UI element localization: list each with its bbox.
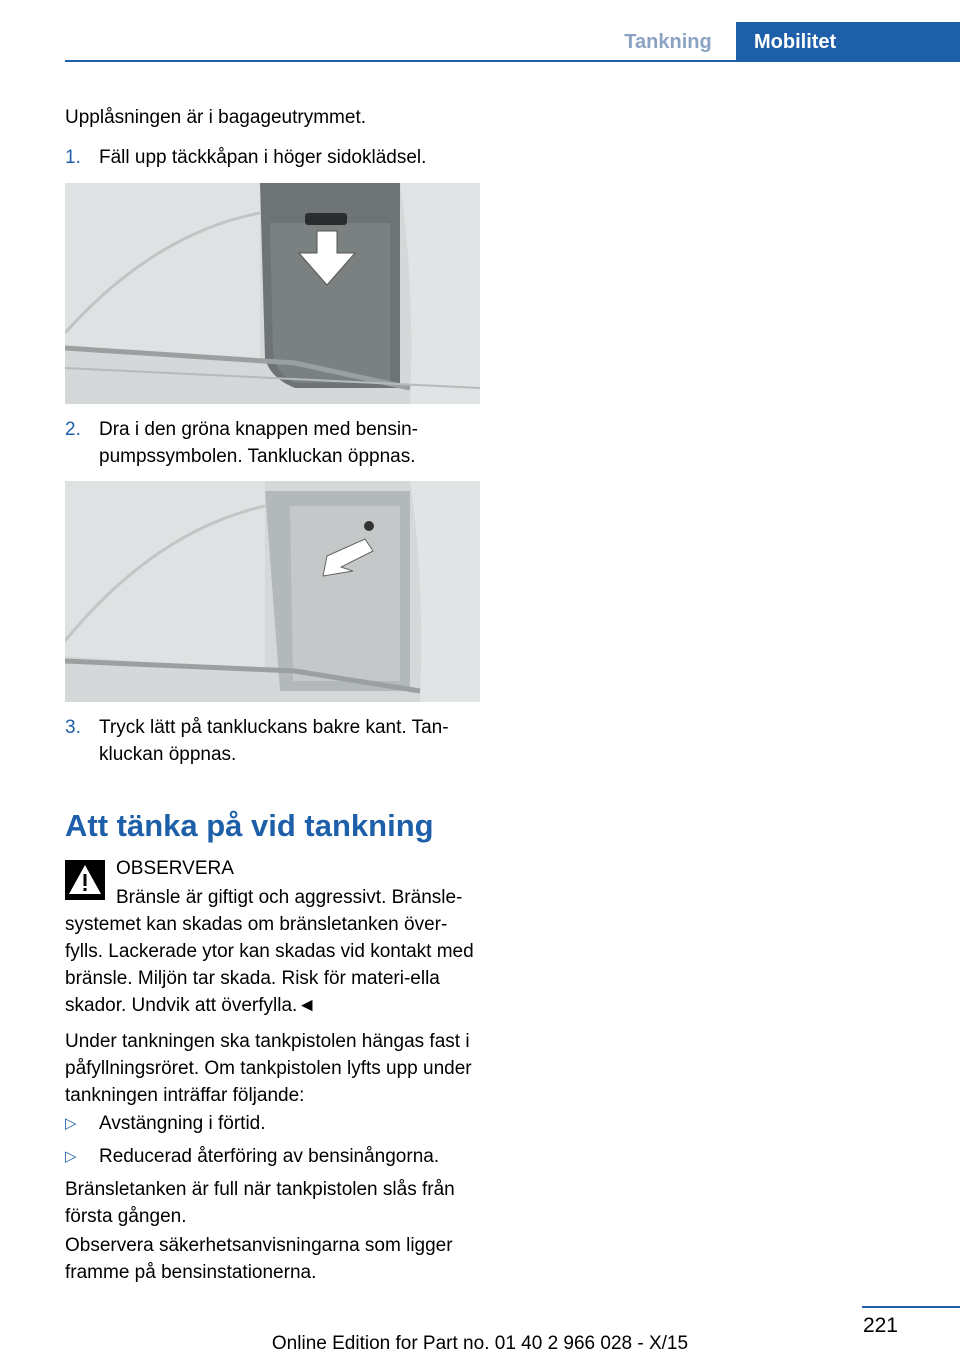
fuel-button-photo xyxy=(65,481,480,702)
trunk-cover-illustration xyxy=(65,183,480,404)
step-number: 2. xyxy=(65,419,81,440)
intro-text: Upplåsningen är i bagageutrymmet. xyxy=(65,107,367,128)
paragraph: Bränsletanken är full när tankpistolen slås från första gången. xyxy=(65,1179,455,1227)
step-text: Tryck lätt på tankluckans bakre kant. Tan-kluckan öppnas. xyxy=(99,717,449,765)
triangle-bullet-icon: ▷ xyxy=(65,1115,77,1132)
triangle-bullet-icon: ▷ xyxy=(65,1148,77,1165)
trunk-cover-photo xyxy=(65,183,480,404)
fuel-button-illustration xyxy=(65,481,480,702)
step-text: Dra i den gröna knappen med bensin-pumpssymbolen. Tankluckan öppnas. xyxy=(99,419,418,467)
paragraph: Under tankningen ska tankpistolen hängas fast i påfyllningsröret. Om tankpistolen lyfts upp under tankningen inträffar följande: xyxy=(65,1031,472,1106)
step-number: 1. xyxy=(65,147,81,168)
footer-edition: Online Edition for Part no. 01 40 2 966 028 - X/15 xyxy=(271,1333,689,1354)
footer-rule xyxy=(862,1306,960,1308)
step-number: 3. xyxy=(65,717,81,738)
warning-text: Bränsle är giftigt och aggressivt. Bränsle-systemet kan skadas om bränsletanken över-fylls. Lackerade ytor kan skadas vid kontakt med bränsle. Miljön tar skada. Risk för materi-ella skador. Undvik att överfylla.◄ xyxy=(65,887,474,1016)
page-number: 221 xyxy=(862,1314,898,1337)
step-text: Fäll upp täckkåpan i höger sidoklädsel. xyxy=(99,147,427,168)
paragraph: Observera säkerhetsanvisningarna som ligger framme på bensinstationerna. xyxy=(65,1235,453,1283)
header-tab-mobilitet: Mobilitet xyxy=(736,22,960,62)
header-tab-tankning: Tankning xyxy=(624,30,712,53)
section-title: Att tänka på vid tankning xyxy=(65,808,434,843)
bullet-text: Avstängning i förtid. xyxy=(99,1113,266,1134)
bullet-text: Reducerad återföring av bensinångorna. xyxy=(99,1146,440,1167)
warning-title: OBSERVERA xyxy=(116,858,234,879)
